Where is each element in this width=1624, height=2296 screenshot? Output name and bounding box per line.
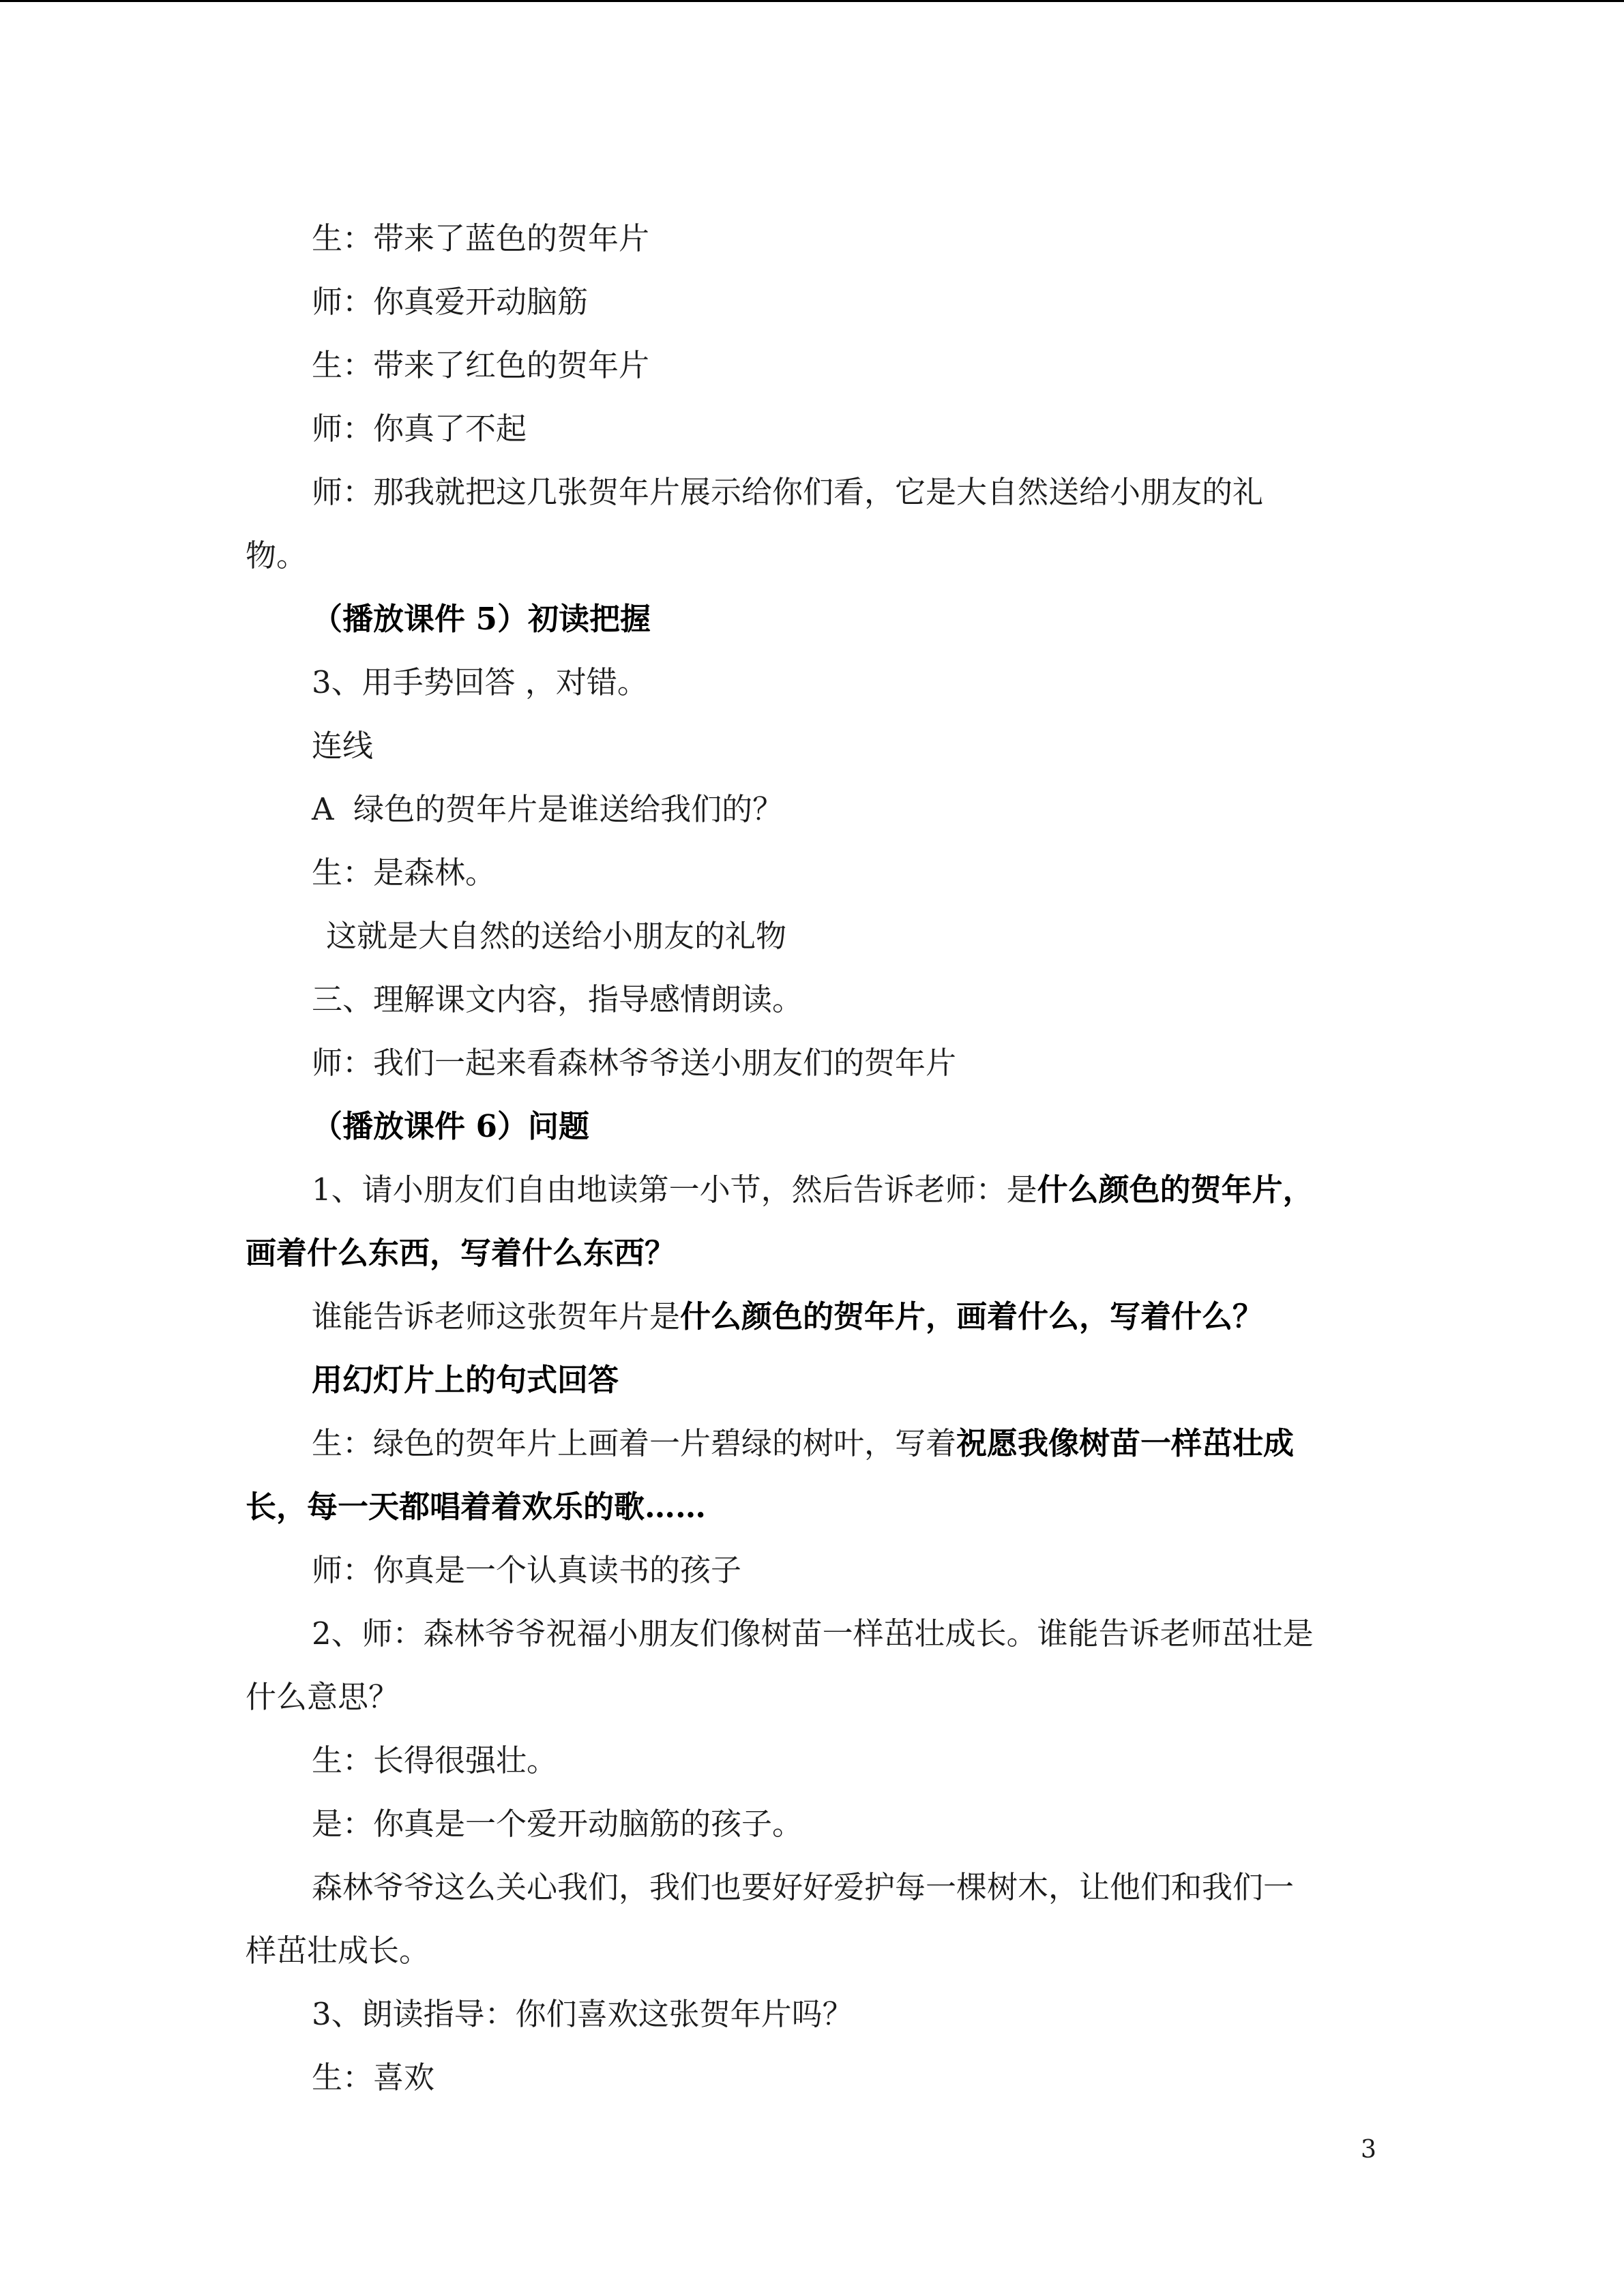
text-line <box>246 714 1378 777</box>
text-span: 这就是大自然的送给小朋友的礼物 <box>326 918 787 954</box>
text-line <box>246 777 1378 841</box>
text-line <box>246 1221 1378 1285</box>
text-line <box>246 1792 1378 1855</box>
bold-text-span: （播放课件 6）问题 <box>312 1108 589 1144</box>
text-line <box>246 968 1378 1031</box>
text-span: 师：你真了不起 <box>312 411 527 447</box>
text-span: 样茁壮成长。 <box>246 1933 430 1969</box>
bold-text-span: 什么颜色的贺年片， <box>1037 1172 1314 1208</box>
text-line <box>246 587 1378 651</box>
text-span: 物。 <box>246 537 308 573</box>
text-span: 森林爷爷这么关心我们，我们也要好好爱护每一棵树木，让他们和我们一 <box>312 1869 1295 1905</box>
text-line <box>246 1094 1378 1158</box>
text-line <box>246 651 1378 714</box>
text-line <box>246 1919 1378 1982</box>
text-line <box>246 1602 1378 1665</box>
text-line <box>246 1412 1378 1475</box>
text-span: 什么意思？ <box>246 1679 400 1715</box>
text-line <box>246 1538 1378 1602</box>
text-line <box>246 1665 1378 1729</box>
text-span: 3、用手势回答 ，对错。 <box>312 664 648 700</box>
text-line <box>246 2046 1378 2109</box>
text-span: 2、师：森林爷爷祝福小朋友们像树苗一样茁壮成长。谁能告诉老师茁壮是 <box>312 1615 1314 1652</box>
text-span: 师：我们一起来看森林爷爷送小朋友们的贺年片 <box>312 1045 957 1081</box>
bold-text-span: 祝愿我像树苗一样茁壮成 <box>956 1425 1295 1461</box>
text-span: 师：那我就把这几张贺年片展示给你们看，它是大自然送给小朋友的礼 <box>312 474 1264 510</box>
bold-text-span: （播放课件 5）初读把握 <box>312 601 651 637</box>
text-span: 连线 <box>312 728 374 764</box>
text-span: 生：带来了蓝色的贺年片 <box>312 220 650 256</box>
text-line <box>246 1475 1378 1538</box>
text-line <box>246 1158 1378 1221</box>
text-line <box>246 524 1378 587</box>
text-line <box>246 1982 1378 2046</box>
text-line <box>246 460 1378 524</box>
text-line <box>246 270 1378 333</box>
text-line <box>246 333 1378 397</box>
text-span: 3、朗读指导：你们喜欢这张贺年片吗？ <box>312 1996 853 2032</box>
text-span: 生：带来了红色的贺年片 <box>312 347 650 383</box>
text-span: 谁能告诉老师这张贺年片是 <box>312 1298 681 1335</box>
text-line <box>246 904 1378 968</box>
text-span: 1、请小朋友们自由地读第一小节，然后告诉老师：是 <box>312 1172 1037 1208</box>
text-span: 生：喜欢 <box>312 2059 435 2096</box>
text-line <box>246 1729 1378 1792</box>
text-line <box>246 1855 1378 1919</box>
text-span: 师：你真爱开动脑筋 <box>312 284 589 320</box>
text-line <box>246 1348 1378 1412</box>
bold-text-span: 用幻灯片上的句式回答 <box>312 1362 619 1398</box>
text-span: A 绿色的贺年片是谁送给我们的？ <box>312 791 784 827</box>
page-number: 3 <box>1361 2136 1376 2164</box>
text-line <box>246 841 1378 904</box>
bold-text-span: 什么颜色的贺年片，画着什么，写着什么？ <box>680 1298 1264 1335</box>
text-line <box>246 397 1378 460</box>
text-span: 是：你真是一个爱开动脑筋的孩子。 <box>312 1806 803 1842</box>
text-span: 三、理解课文内容，指导感情朗读。 <box>312 981 803 1017</box>
bold-text-span: 长，每一天都唱着着欢乐的歌…… <box>246 1489 707 1525</box>
text-line <box>246 207 1378 270</box>
bold-text-span: 画着什么东西，写着什么东西？ <box>246 1235 676 1271</box>
text-line <box>246 1285 1378 1348</box>
text-span: 生：绿色的贺年片上画着一片碧绿的树叶，写着 <box>312 1425 957 1461</box>
document-body <box>246 207 1378 2109</box>
text-span: 生：是森林。 <box>312 854 497 891</box>
text-line <box>246 1031 1378 1094</box>
text-span: 师：你真是一个认真读书的孩子 <box>312 1552 742 1588</box>
text-span: 生：长得很强壮。 <box>312 1742 558 1778</box>
